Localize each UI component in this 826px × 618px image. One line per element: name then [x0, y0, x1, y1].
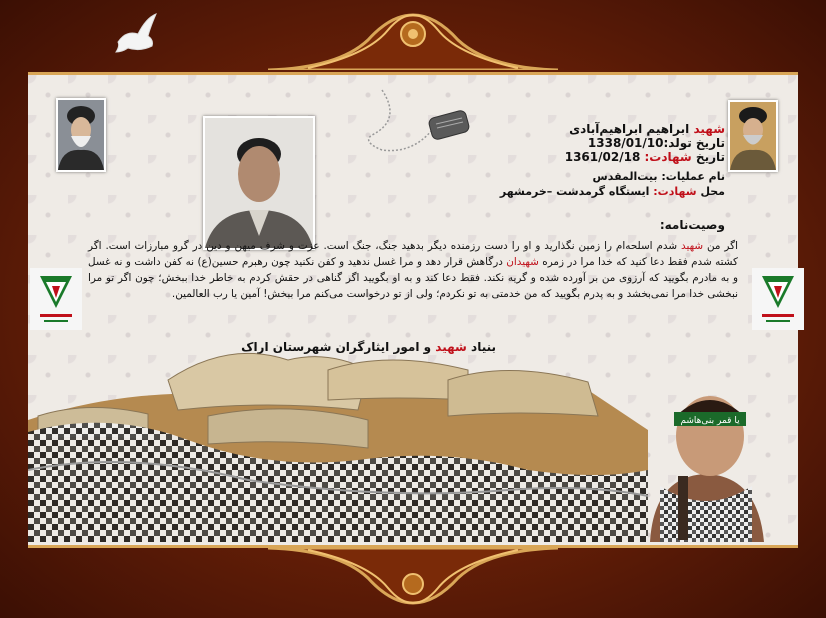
will-text-highlight: شهیدان	[506, 256, 539, 268]
martyrdom-label-word: شهادت:	[644, 150, 692, 164]
operation-line	[593, 170, 725, 183]
martyr-name: ابراهیم ابراهیم‌آبادی	[569, 122, 690, 136]
place-label-prefix: محل	[700, 185, 725, 198]
dove-icon	[112, 12, 160, 58]
will-text-highlight: شهید	[681, 240, 704, 252]
birth-date: 1338/01/10	[587, 136, 664, 150]
top-ornament	[268, 0, 558, 70]
martyr-word: شهید	[693, 122, 725, 136]
leader-portrait-right	[728, 100, 778, 172]
operation-label: نام عملیات:	[661, 170, 725, 183]
fighter-figure	[640, 366, 772, 542]
operation-name: بیت‌المقدس	[592, 170, 658, 183]
place-line	[500, 185, 725, 198]
birth-label: تاریخ تولد:	[663, 136, 725, 150]
martyrdom-date: 1361/02/18	[564, 150, 641, 164]
bottom-ornament	[268, 548, 558, 618]
will-text-part: درگاهش قرار دهد و مرا غسل ندهید و کفن نکنید چون رهبرم حسین(ع) نه کفن داشت و نه غسل و به مادرم بگویید که آرزوی من بر آورده شده و گریه نکند. فقط دعا کند و به او بگویید اگر گناهی در حقش کردم به خاطر خدا ببخش؛ چون اگر تو مرا نبخشی خدا مرا نمی‌بخشد و به پدرم بگویید که من خدمتی به تو نکردم؛ ولی از تو درخواست می‌کنم مرا ببخش! آمین یا رب العالمین.	[88, 256, 738, 300]
foundation-prefix: بنیاد	[471, 340, 496, 354]
place-label-word: شهادت:	[653, 185, 697, 198]
will-title: وصیت‌نامه:	[659, 218, 725, 232]
will-text-part: اگر من	[703, 240, 738, 252]
birth-date-line	[588, 136, 725, 150]
will-text-part: شدم اسلحه‌ام را زمین نگذارید و او را دست رزمنده دیگر بدهید جنگ، جنگ است. عزت و شرف میهن و دین در گرو مبارزات است. اگر کشته شدم فقط دعا کنید که خدا مرا در زمره	[88, 240, 738, 268]
leader-portrait-left	[56, 98, 106, 172]
martyr-name-line	[569, 122, 725, 136]
martyrdom-label-prefix: تاریخ	[695, 150, 725, 164]
foundation-rest: و امور ایثارگران شهرستان اراک	[241, 340, 432, 354]
headband-text: یا قمر بنی‌هاشم	[680, 416, 740, 426]
place-name: ایستگاه گرمدشت –خرمشهر	[499, 185, 650, 198]
dogtag-icon	[352, 80, 472, 160]
martyrdom-date-line	[565, 150, 725, 164]
foundation-red: شهید	[435, 340, 467, 354]
will-text	[88, 238, 738, 302]
martyr-photo	[203, 116, 315, 250]
